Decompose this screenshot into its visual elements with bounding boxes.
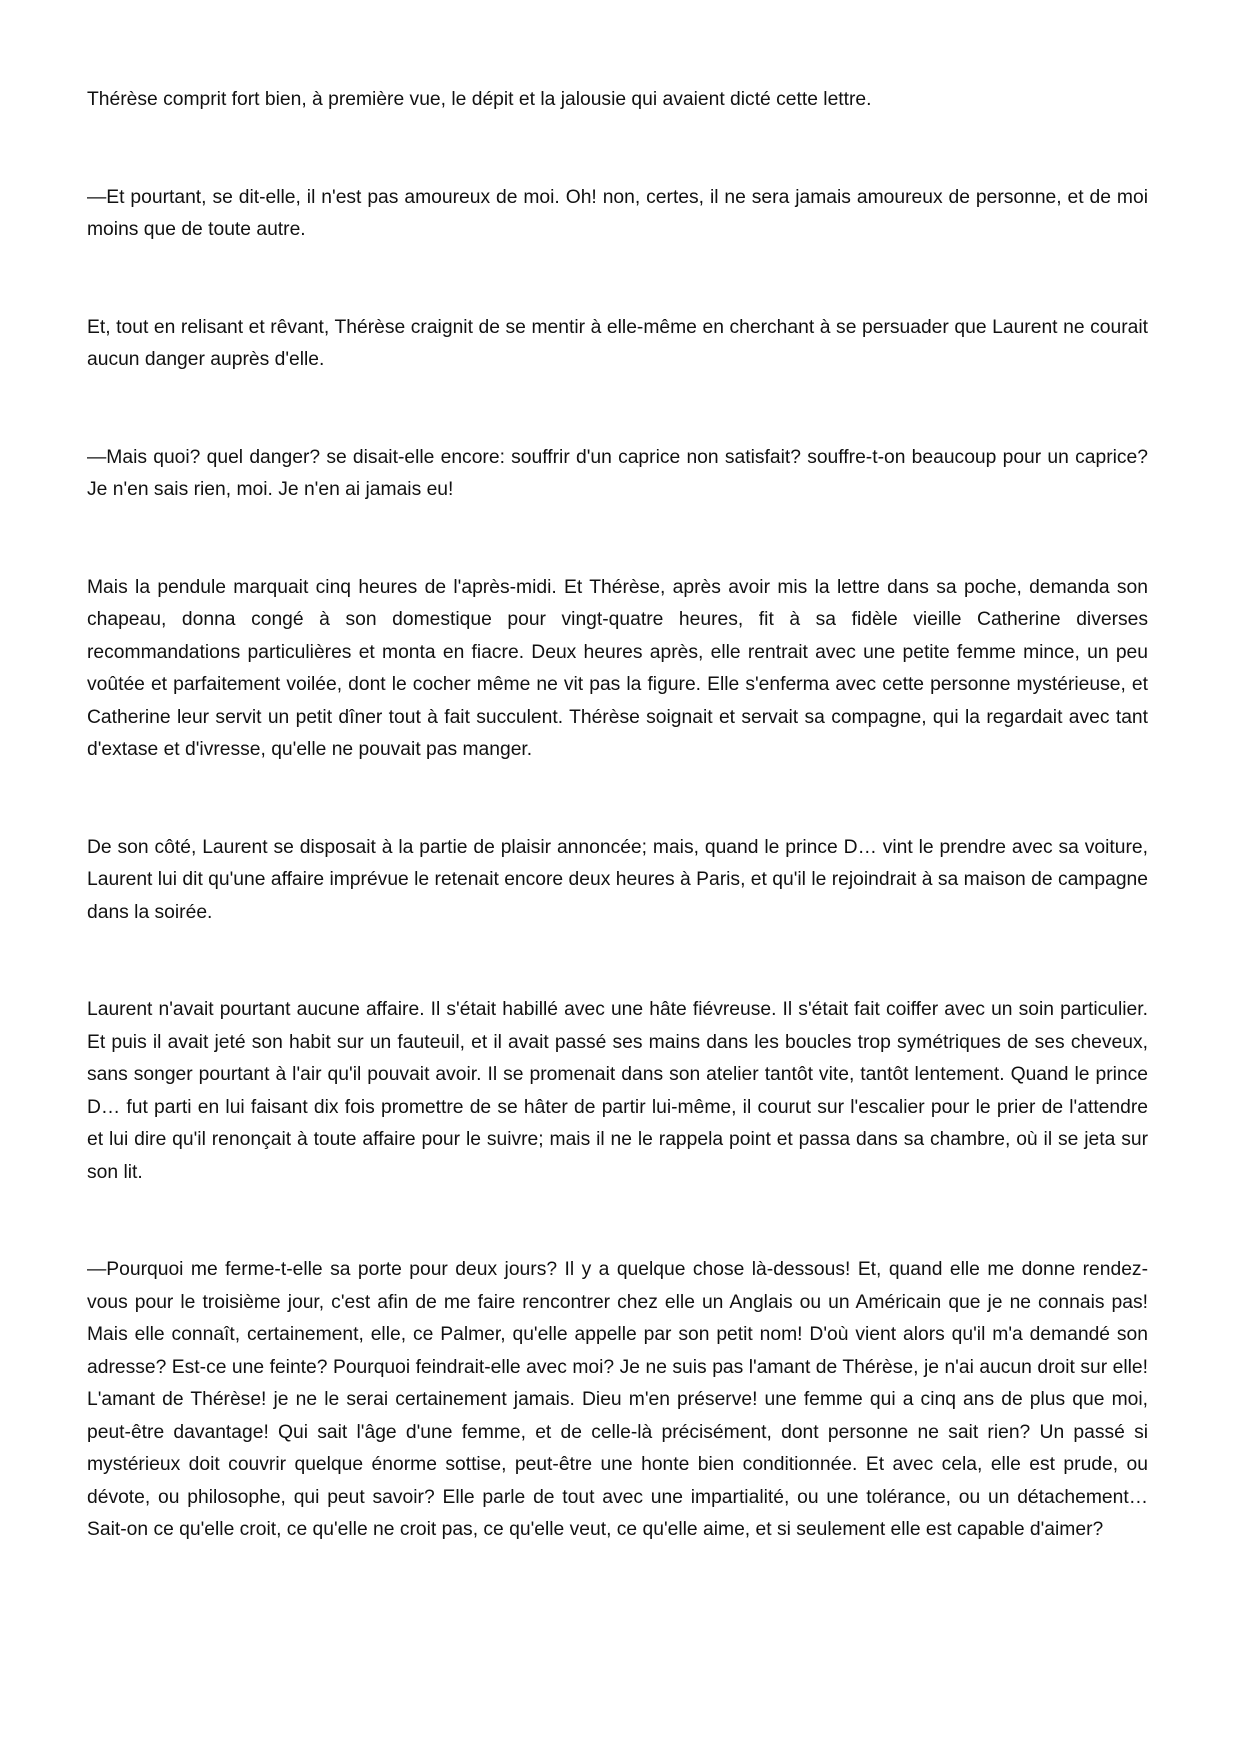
paragraph-3: Et, tout en relisant et rêvant, Thérèse craignit de se mentir à elle-même en cherchant à se persuader que Laurent ne courait aucun danger auprès d'elle. [87, 316, 1148, 370]
paragraph-1: Thérèse comprit fort bien, à première vue, le dépit et la jalousie qui avaient dicté cette lettre. [87, 89, 872, 110]
paragraph-2: —Et pourtant, se dit-elle, il n'est pas amoureux de moi. Oh! non, certes, il ne sera jamais amoureux de personne, et de moi moins que de toute autre. [87, 186, 1148, 240]
paragraph-4: —Mais quoi? quel danger? se disait-elle encore: souffrir d'un caprice non satisfait? souffre-t-on beaucoup pour un caprice? Je n'en sais rien, moi. Je n'en ai jamais eu! [87, 446, 1148, 500]
paragraph-6: De son côté, Laurent se disposait à la partie de plaisir annoncée; mais, quand le prince D… vint le prendre avec sa voiture, Laurent lui dit qu'une affaire imprévue le retenait encore deux heures à Paris, et qu'il le rejoindrait à sa maison de campagne dans la soirée. [87, 836, 1148, 923]
paragraph-5: Mais la pendule marquait cinq heures de l'après-midi. Et Thérèse, après avoir mis la lettre dans sa poche, demanda son chapeau, donna congé à son domestique pour vingt-quatre heures, fit à sa fidèle vieille Catherine diverses recommandations particulières et monta en fiacre. Deux heures après, elle rentrait avec une petite femme mince, un peu voûtée et parfaitement voilée, dont le cocher même ne vit pas la figure. Elle s'enferma avec cette personne mystérieuse, et Catherine leur servit un petit dîner tout à fait succulent. Thérèse soignait et servait sa compagne, qui la regardait avec tant d'extase et d'ivresse, qu'elle ne pouvait pas manger. [87, 576, 1148, 760]
paragraph-7: Laurent n'avait pourtant aucune affaire. Il s'était habillé avec une hâte fiévreuse. Il s'était fait coiffer avec un soin particulier. Et puis il avait jeté son habit sur un fauteuil, et il avait passé ses mains dans les boucles trop symétriques de ses cheveux, sans songer pourtant à l'air qu'il pouvait avoir. Il se promenait dans son atelier tantôt vite, tantôt lentement. Quand le prince D… fut parti en lui faisant dix fois promettre de se hâter de partir lui-même, il courut sur l'escalier pour le prier de l'attendre et lui dire qu'il renonçait à toute affaire pour le suivre; mais il ne le rappela point et passa dans sa chambre, où il se jeta sur son lit. [87, 999, 1148, 1183]
paragraph-8: —Pourquoi me ferme-t-elle sa porte pour deux jours? Il y a quelque chose là-dessous! Et, quand elle me donne rendez-vous pour le troisième jour, c'est afin de me faire rencontrer chez elle un Anglais ou un Américain que je ne connais pas! Mais elle connaît, certainement, elle, ce Palmer, qu'elle appelle par son petit nom! D'où vient alors qu'il m'a demandé son adresse? Est-ce une feinte? Pourquoi feindrait-elle avec moi? Je ne suis pas l'amant de Thérèse, je n'ai aucun droit sur elle! L'amant de Thérèse! je ne le serai certainement jamais. Dieu m'en préserve! une femme qui a cinq ans de plus que moi, peut-être davantage! Qui sait l'âge d'une femme, et de celle-là précisément, dont personne ne sait rien? Un passé si mystérieux doit couvrir quelque énorme sottise, peut-être une honte bien conditionnée. Et avec cela, elle est prude, ou dévote, ou philosophe, qui peut savoir? Elle parle de tout avec une impartialité, ou une tolérance, ou un détachement… Sait-on ce qu'elle croit, ce qu'elle ne croit pas, ce qu'elle veut, ce qu'elle aime, et si seulement elle est capable d'aimer? [87, 1259, 1148, 1540]
